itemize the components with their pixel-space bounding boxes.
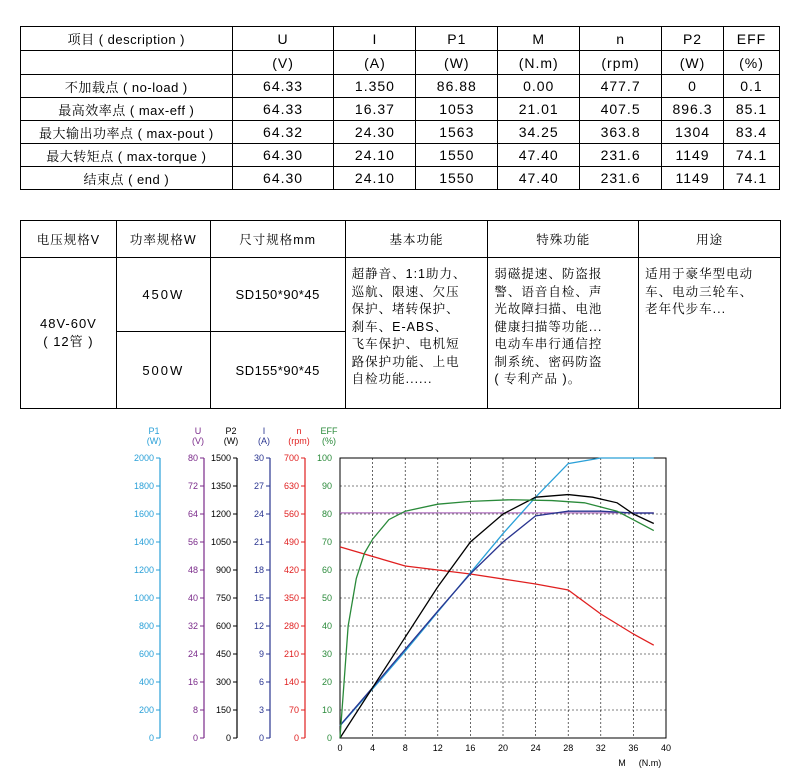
axis-tick-label: 150 [215, 705, 231, 715]
axis-name: I [262, 426, 266, 436]
cell-value: 0.1 [723, 75, 779, 98]
axis-tick-label: 18 [253, 565, 264, 575]
axis-tick-label: 210 [283, 649, 299, 659]
cell-value: n [580, 27, 662, 51]
axis-tick-label: 72 [187, 481, 198, 491]
axis-tick-label: 0 [225, 733, 231, 743]
basic-functions [345, 258, 488, 409]
row-label: 最高效率点 ( max-eff ) [21, 98, 233, 121]
text-line: 警、语音自检、声 [494, 284, 603, 299]
cell-value: 231.6 [580, 167, 662, 190]
axis-tick-label: 80 [187, 453, 198, 463]
axis-name: U [194, 426, 202, 436]
axis-tick-label: 630 [283, 481, 299, 491]
cell-value: 1.350 [334, 75, 416, 98]
feature-header-row [21, 221, 781, 258]
x-axis-unit: (N.m) [638, 758, 662, 768]
cell-value: 1149 [662, 167, 724, 190]
axis-unit: (%) [322, 436, 336, 446]
text-line: 飞车保护、电机短 [351, 337, 460, 351]
cell-value: 47.40 [498, 167, 580, 190]
axis-tick-label: 1600 [133, 509, 154, 519]
cell-value: EFF [723, 27, 779, 51]
performance-chart [0, 420, 800, 775]
axis-tick-label: 1050 [210, 537, 231, 547]
cell-value: (V) [232, 51, 334, 75]
cell-value: 64.33 [232, 75, 334, 98]
unit-row [21, 51, 780, 75]
data-row [21, 144, 780, 167]
axis-tick-label: 100 [316, 453, 332, 463]
axis-tick-label: 10 [321, 705, 332, 715]
axis-tick-label: 40 [187, 593, 198, 603]
axis-tick-label: 30 [253, 453, 264, 463]
x-tick-label: 16 [465, 743, 476, 753]
text-line: 老年代步车... [645, 302, 727, 316]
cell-value: 64.32 [232, 121, 334, 144]
text-line: ( 专利产品 )。 [494, 372, 582, 386]
axis-tick-label: 600 [138, 649, 154, 659]
text-line: 制系统、密码防盗 [494, 354, 603, 369]
row-label: 最大输出功率点 ( max-pout ) [21, 121, 233, 144]
cell-value: 74.1 [723, 167, 779, 190]
cell-value: P1 [416, 27, 498, 51]
series-line-p2 [340, 495, 654, 738]
cell-value: 64.30 [232, 167, 334, 190]
axis-tick-label: 8 [192, 705, 198, 715]
axis-tick-label: 750 [215, 593, 231, 603]
cell-value: I [334, 27, 416, 51]
text-line: 适用于豪华型电动 [645, 267, 754, 281]
cell-value: 1304 [662, 121, 724, 144]
cell-value: 24.10 [334, 167, 416, 190]
axis-tick-label: 1200 [133, 565, 154, 575]
header-basic: 基本功能 [345, 221, 488, 258]
cell-value: (rpm) [580, 51, 662, 75]
axis-tick-label: 600 [215, 621, 231, 631]
x-tick-label: 40 [660, 743, 672, 753]
axis-name: P2 [225, 426, 237, 436]
cell-value: 363.8 [580, 121, 662, 144]
axis-tick-label: 140 [283, 677, 299, 687]
text-line: 路保护功能、上电 [351, 354, 460, 369]
text-line: 弱磁提速、防盗报 [494, 267, 603, 281]
cell-value: 85.1 [723, 98, 779, 121]
size-cell: SD150*90*45 [210, 258, 345, 332]
series-line-n [340, 547, 654, 645]
header-usage: 用途 [639, 221, 781, 258]
text-line: 光故障扫描、电池 [494, 302, 603, 316]
power-cell: 450W [116, 258, 210, 332]
axis-tick-label: 20 [321, 677, 332, 687]
axis-tick-label: 450 [215, 649, 231, 659]
text-line: 电动车串行通信控 [494, 337, 603, 351]
axis-tick-label: 32 [187, 621, 198, 631]
cell-value: (N.m) [498, 51, 580, 75]
axis-unit: (A) [258, 436, 270, 446]
axis-tick-label: 0 [148, 733, 154, 743]
data-row [21, 98, 780, 121]
axis-tick-label: 1000 [133, 593, 154, 603]
axis-tick-label: 800 [138, 621, 154, 631]
axis-tick-label: 420 [283, 565, 299, 575]
text-line: 自检功能...... [351, 372, 433, 386]
x-tick-label: 32 [595, 743, 606, 753]
voltage-cell [21, 258, 117, 409]
cell-value: 64.30 [232, 144, 334, 167]
model-row [21, 258, 781, 332]
size-cell: SD155*90*45 [210, 332, 345, 409]
axis-unit: (V) [192, 436, 204, 446]
axis-tick-label: 900 [215, 565, 231, 575]
axis-tick-label: 560 [283, 509, 299, 519]
axis-name: EFF [320, 426, 338, 436]
axis-name: n [296, 426, 302, 436]
axis-tick-label: 27 [253, 481, 264, 491]
performance-table [20, 26, 780, 190]
header-special: 特殊功能 [488, 221, 639, 258]
axis-tick-label: 490 [283, 537, 299, 547]
data-row [21, 75, 780, 98]
cell-value: M [498, 27, 580, 51]
cell-value: (W) [416, 51, 498, 75]
cell-value: 86.88 [416, 75, 498, 98]
cell-value: P2 [662, 27, 724, 51]
axis-tick-label: 40 [321, 621, 332, 631]
axis-unit: (rpm) [288, 436, 310, 446]
cell-value: 1053 [416, 98, 498, 121]
axis-tick-label: 60 [321, 565, 332, 575]
data-row [21, 121, 780, 144]
header-power: 功率规格W [116, 221, 210, 258]
cell-value: 1550 [416, 167, 498, 190]
axis-tick-label: 0 [326, 733, 332, 743]
axis-tick-label: 16 [187, 677, 198, 687]
cell-value: (W) [662, 51, 724, 75]
cell-value: (%) [723, 51, 779, 75]
header-size: 尺寸规格mm [210, 221, 345, 258]
axis-name: P1 [148, 426, 160, 436]
cell-value: 896.3 [662, 98, 724, 121]
axis-tick-label: 50 [321, 593, 332, 603]
axis-tick-label: 0 [192, 733, 198, 743]
x-tick-label: 12 [432, 743, 443, 753]
voltage-value: 48V-60V [39, 316, 97, 331]
axis-tick-label: 6 [258, 677, 264, 687]
cell-value: 47.40 [498, 144, 580, 167]
row-label [21, 51, 233, 75]
text-line: 健康扫描等功能... [494, 319, 603, 334]
special-functions [488, 258, 639, 409]
cell-value: 16.37 [334, 98, 416, 121]
text-line: 保护、堵转保护、 [351, 302, 460, 316]
cell-value: 64.33 [232, 98, 334, 121]
axis-tick-label: 300 [215, 677, 231, 687]
row-label: 不加载点 ( no-load ) [21, 75, 233, 98]
axis-tick-label: 0 [258, 733, 264, 743]
cell-value: (A) [334, 51, 416, 75]
cell-value: 0 [662, 75, 724, 98]
axis-tick-label: 80 [321, 509, 332, 519]
voltage-note: ( 12管 ) [43, 334, 94, 349]
cell-value: 83.4 [723, 121, 779, 144]
cell-value: 407.5 [580, 98, 662, 121]
cell-value: 74.1 [723, 144, 779, 167]
axis-tick-label: 2000 [133, 453, 154, 463]
axis-tick-label: 12 [253, 621, 264, 631]
text-line: 巡航、限速、欠压 [351, 284, 460, 299]
cell-value: 1550 [416, 144, 498, 167]
axis-tick-label: 200 [138, 705, 154, 715]
cell-value: 1149 [662, 144, 724, 167]
cell-value: 24.30 [334, 121, 416, 144]
row-label: 结束点 ( end ) [21, 167, 233, 190]
x-tick-label: 0 [337, 743, 343, 753]
cell-value: 231.6 [580, 144, 662, 167]
axis-tick-label: 9 [258, 649, 264, 659]
axis-tick-label: 64 [187, 509, 198, 519]
axis-tick-label: 90 [321, 481, 332, 491]
header-row [21, 27, 780, 51]
axis-tick-label: 1350 [210, 481, 231, 491]
power-cell: 500W [116, 332, 210, 409]
cell-value: 0.00 [498, 75, 580, 98]
feature-table [20, 220, 781, 409]
series-line-p1 [340, 458, 654, 726]
axis-tick-label: 1800 [133, 481, 154, 491]
text-line: 车、电动三轮车、 [645, 284, 754, 299]
cell-value: 1563 [416, 121, 498, 144]
axis-tick-label: 24 [187, 649, 198, 659]
axis-tick-label: 1200 [210, 509, 231, 519]
x-tick-label: 28 [563, 743, 574, 753]
axis-tick-label: 30 [321, 649, 332, 659]
x-tick-label: 24 [530, 743, 541, 753]
axis-tick-label: 70 [321, 537, 332, 547]
axis-tick-label: 70 [288, 705, 299, 715]
axis-tick-label: 56 [187, 537, 198, 547]
x-axis-label: M [618, 758, 626, 768]
cell-value: 34.25 [498, 121, 580, 144]
cell-value: 24.10 [334, 144, 416, 167]
axis-tick-label: 0 [293, 733, 299, 743]
x-tick-label: 20 [497, 743, 509, 753]
x-tick-label: 36 [628, 743, 639, 753]
text-line: 刹车、E-ABS、 [351, 319, 449, 334]
cell-value: 21.01 [498, 98, 580, 121]
data-row [21, 167, 780, 190]
axis-tick-label: 24 [253, 509, 264, 519]
axis-tick-label: 3 [258, 705, 264, 715]
axis-tick-label: 280 [283, 621, 299, 631]
axis-tick-label: 1400 [133, 537, 154, 547]
cell-value: U [232, 27, 334, 51]
axis-tick-label: 48 [187, 565, 198, 575]
row-label: 项目 ( description ) [21, 27, 233, 51]
text-line: 超静音、1:1助力、 [351, 267, 467, 281]
axis-tick-label: 15 [253, 593, 264, 603]
axis-tick-label: 700 [283, 453, 299, 463]
axis-tick-label: 400 [138, 677, 154, 687]
axis-tick-label: 1500 [210, 453, 231, 463]
x-tick-label: 8 [402, 743, 408, 753]
axis-unit: (W) [146, 436, 162, 446]
row-label: 最大转矩点 ( max-torque ) [21, 144, 233, 167]
x-tick-label: 4 [370, 743, 376, 753]
axis-tick-label: 350 [283, 593, 299, 603]
series-line-eff [340, 500, 654, 738]
axis-unit: (W) [223, 436, 239, 446]
header-voltage: 电压规格V [21, 221, 117, 258]
cell-value: 477.7 [580, 75, 662, 98]
usage [639, 258, 781, 409]
axis-tick-label: 21 [253, 537, 264, 547]
